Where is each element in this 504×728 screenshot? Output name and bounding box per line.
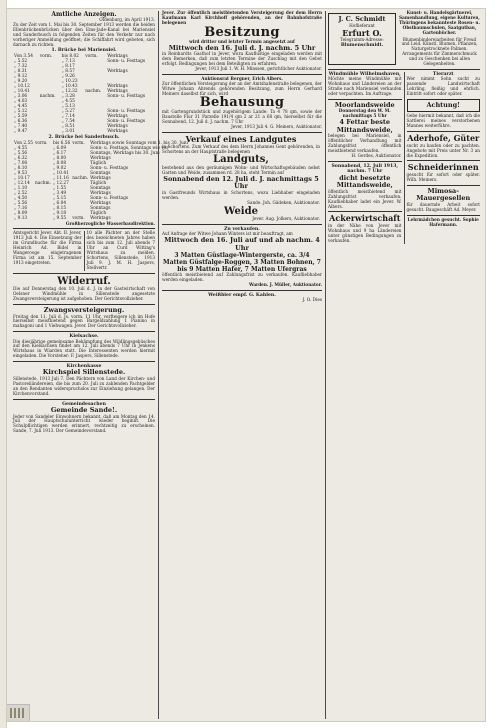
timetable-cell: Werktags (107, 84, 128, 90)
timetable-cell: „ 9.53 (14, 171, 28, 177)
timetable-cell: Von 2.55 (14, 140, 33, 146)
timetable-cell: „ 6.04 (52, 201, 67, 207)
timetable-cell: „ 8.00 (52, 155, 67, 161)
zwang-text: Freitag den 11. Juli d. Js. vorm. 11 Uhr, verfteigere ich im Hofe hierselbst meistbietend gegen Bargeldzahlung 1 Pianino in mahagoni und 1 Viehwagen. Jever. Der Gerichtsvollzieher. (13, 313, 155, 329)
timetable-cell: „ 9.18 (52, 211, 67, 217)
timetable-cell: Werktags (90, 155, 111, 161)
tiere-text: Wer nimmt Sohn sucht zu passende Landwirtschaft Lehrling, fleißig und ehrlich. Eintritt sofort oder später. (406, 76, 480, 96)
acker-text: in der Nähe von Jever mit Wohnhaus und 9 ha Ländereien unter günstigen Bedingungen zu verkaufen. (328, 222, 402, 243)
timetable-cell: „ 4.55 (61, 99, 75, 105)
tiere-heading: Tierarzt (432, 71, 454, 77)
kirche-head: Kirchenkasse (66, 364, 102, 370)
notice-court: Amtsgericht Jever. Abt. II. Jever, 1913 Juli 4. Die Einsetzung der im Grundbuche für die Firma Heinrich Ad. Bidel in Wangerooge eingetragenen Firma ist am 15. September 1913 eingetreten. (13, 231, 85, 270)
timetable-cell: „ 7.16 (14, 206, 28, 212)
timetable-cell: nachm. (72, 176, 89, 182)
timetable-cell: „ 9.26 (61, 73, 75, 79)
achtung-text: Gebe hiermit bekannt, daß ich die Sattlerei meines verstorbenen Mannes weiterführe. (406, 113, 480, 129)
timetable-cell: „ 6.09 (52, 145, 67, 151)
timetable-cell: Werktags (90, 201, 111, 207)
timetable-2-title: 2. Brücke bei Sanderbusch. (48, 135, 120, 141)
timetable-cell: „ 4.50 (14, 196, 28, 202)
kiel-heading: Kielsachse. (69, 334, 99, 340)
ad3-body: öffentlich meistbietend auf Zahlungsfrist zu verkaufen. Kaufliebhaber werden eingeladen. (162, 272, 322, 283)
ad2-headline: Behausung (199, 95, 285, 111)
timetable-cell: nachm. (39, 94, 56, 100)
column-1 (13, 11, 188, 434)
timetable-cell: „ 8.17 (61, 63, 75, 69)
timetable-cell: „ 8.57 (61, 68, 75, 74)
mimosa-text: für dauernde Arbeit sofort gesucht. Baugeschäft Ad. Meyer. (406, 201, 480, 212)
timetable-cell: „ 9.13 (14, 216, 28, 222)
timetable-cell: „ 10.41 (52, 171, 69, 177)
timetable-cell: „ 9.20 (14, 78, 28, 84)
timetable-cell: bis 6.56 (52, 140, 71, 146)
timetable-cell: „ 5.52 (14, 58, 28, 64)
timetable-cell: „ 12.27 (52, 181, 69, 187)
matt-text: belegen bei Mariensiel, in öffentlicher Verhandlung mit Zahlungsfrist öffentlich meistbietend verkaufen. (328, 133, 402, 154)
kirche-title: Kirchspiel Sillenstede. (42, 368, 126, 377)
verkauf-title: Verkauf eines Landgutes (185, 134, 297, 145)
kirche-text: Sillenstede, 1913 Juli 7. Den Pächtern von Land der Kirchen- und Pastoreiländereien, die bis zum 20. Juli zu zahlenden Pachtgelder an den Rendanten widerspruchslos zur Einziehung gelangen. Der Kirchenvorstand. (13, 376, 155, 396)
timetable-cell: „ 8.09 (14, 211, 28, 217)
wind-text: Möchte meine Windmühle mit Wohnhaus und Ländereien an der Straße nach Mariensiel verkaufen oder verpachten. Im Auftrage. (328, 76, 402, 96)
timetable-cell: vorm. (72, 140, 85, 146)
schmidt-box (328, 13, 396, 65)
notice-pachter: 10 alle Pächter an der Stelle des bezeichneten Jahres haben sich bis zum 12. Juli abends 7 Uhr an Curd Witting's Wirtshaus zu melden. Schortens, Sillenstede, 1913 Juli 9. J. M. H. Jaspers, Stellvertr. (86, 230, 155, 270)
timetable-cell: Sonn- u. Festtags (107, 94, 146, 100)
timetable-cell: Werktags (107, 68, 128, 74)
timetable-cell: Werktags sowie Sonntags vom 1. bis 30. Juni (90, 140, 188, 146)
timetable-cell: „ 9.47 (14, 129, 28, 135)
timetable-cell: Werktags (90, 216, 111, 222)
timetable-cell: „ 5.56 (14, 150, 28, 156)
ad2-head: Auktionsrat Bergner, Erich Albers. (201, 75, 283, 81)
timetable-cell: „ 5.56 (14, 201, 28, 207)
timetable-cell: „ 12.14 (14, 181, 30, 187)
dateline: Oldenburg, im April 1913. (99, 17, 155, 22)
verkauf-end: in Gastfreunds Wirtshaus in Schortens, wozu Liebhaber eingeladen werden. (162, 189, 320, 200)
zwang-heading: Zwangsversteigerung. (43, 305, 125, 314)
timetable-cell: Sonntags (90, 206, 111, 212)
mimosa-heading: Mimosa-Mauergesellen (416, 186, 471, 203)
column-2 (162, 11, 322, 303)
timetable-cell: „ 8.51 (61, 124, 75, 130)
timetable-cell: „ 8.15 (52, 206, 67, 212)
timetable-cell: „ 4.03 (14, 99, 28, 105)
ad2-intro: Zur öffentlichen Versteigerung der an der Amtshafenstraße belegenen, der Witwe Johann Ahrends gehörenden Besitzung, zum Herrn Gerhard Meiners daselbst für sich, wird (162, 80, 322, 96)
ad1-signature: Jever, 1913 Juli 1. W. H. Minssen, gerichtlicher Auktionator. (195, 65, 322, 71)
timetable-cell: „ 1.10 (14, 186, 28, 192)
timetable-cell: nachm. (35, 181, 51, 187)
ackerbox-heading: Aderhofe, Güter (407, 133, 480, 144)
timetable-cell: Werktags (107, 129, 128, 135)
timetable-cell: „ 1.55 (52, 186, 67, 192)
lehr-text: Lehrmädchen gesucht. Sophie Hafermann. (407, 216, 479, 227)
timetable-cell: „ 10.41 (14, 89, 30, 95)
library-stamp (7, 704, 30, 721)
dicht-heading: dicht besetzte Mittandsweide, (336, 173, 393, 190)
timetable-cell: „ 9.12 (14, 73, 28, 79)
timetable-cell: Werktags (90, 176, 111, 182)
brand-sub: Hoflieferant (349, 22, 375, 28)
brand-tel2: Blumenschmidt. (340, 42, 384, 48)
timetable-cell: Sonn- u. Festtags (90, 166, 129, 172)
timetable-cell: „ 3.01 (61, 129, 75, 135)
timetable-row (13, 129, 155, 134)
matt-heading: 4 Fettar beste Mittandsweide, (336, 118, 393, 134)
timetable-cell: „ 7.08 (14, 160, 28, 166)
timetable-cell: „ 8.10 (14, 166, 28, 172)
timetable-1 (13, 54, 155, 135)
ad1-sub: wird dritter und letzter Termin angesetzt auf (189, 38, 295, 44)
timetable-cell: Von 3.54 (14, 53, 33, 59)
timetable-cell: Werktags (107, 89, 128, 95)
timetable-cell: „ 5.27 (61, 109, 75, 115)
section-heading: Amtliche Anzeigen. (51, 11, 117, 18)
timetable-cell: Täglich (90, 160, 107, 166)
weide-signature: Jever. Aug. Jolkers, Auktionator. (252, 216, 320, 222)
ad3-intro: Auf Anfrage der Witwe Johann Winters ist mir beauftragt, am (162, 231, 293, 237)
ad2-body: mit Gartengrundstück und zugehörigem Lande: Ta 4 78 qm, sowie der Baustelle Flur 31 Parzelle 191/4 qm 2 ar 21 a 68 qm, hierselbst für die Sonnabend, 12. Juli d. J. nachm. 7 Uhr (162, 109, 322, 125)
timetable-cell: „ 7.32 (14, 63, 28, 69)
timetable-cell: „ 5.12 (14, 109, 28, 115)
ad3-items: 3 Matten Güstlage-Wintergerste, ca. 3/4 Matten Güstfalge-Roggen, 3 Matten Bohnen, 7 bis 9 Matten Hafer, 7 Matten Ufergras (163, 252, 321, 274)
timetable-cell: Täglich (90, 181, 107, 187)
timetable-cell: „ 9.55 (52, 216, 67, 222)
timetable-cell: „ 8.31 (14, 68, 28, 74)
timetable-cell: „ 6.36 (14, 119, 28, 125)
timetable-cell: „ 3.28 (61, 94, 75, 100)
newspaper-page (6, 8, 486, 722)
column-3 (328, 11, 480, 244)
timetable-cell: vorm. (39, 53, 53, 59)
ad1-date: Mittwoch den 16. Juli d. J. nachm. 5 Uhr (168, 43, 316, 52)
timetable-cell: nachm. (85, 89, 102, 95)
gemeinde-text: Jeder von Sandeler Einwohnern bekannt, daß am Montag den 14. Juli der Hauptschulunterricht wieder beginnt. Die Schulpflichtigen werden erinnert, rechtzeitig zu erscheinen. Sande, 7. Juli 1913. Der Gemeindevorstand. (13, 413, 155, 434)
timetable-cell: Täglich (90, 211, 107, 217)
notice-pair (13, 231, 155, 270)
ad3-date: Mittwoch den 16. Juli auf und ab nachm. 4 Uhr (164, 236, 320, 252)
timetable-cell: „ 10.12 (14, 84, 30, 90)
timetable-cell: Sonn- u. Festtags (107, 58, 146, 64)
timetable-footer: Großherzogliche Wasserbaudirektion. (65, 220, 155, 226)
timetable-cell: „ 5.15 (52, 196, 67, 202)
timetable-cell: „ 7.13 (61, 58, 75, 64)
ad3-signature: Warden. J. Müller, Auktionator. (248, 282, 322, 288)
achtung-heading: Achtung! (407, 99, 481, 113)
acker-heading: Ackerwirtschaft (329, 213, 401, 224)
bottom-ad: Weißbier empf. G. Kahlen. (208, 293, 276, 299)
timetable-cell: „ 2.52 (14, 191, 28, 197)
timetable-cell: Sonn- u. Festtags (90, 196, 129, 202)
schneid-heading: Schneiderinnen (407, 162, 479, 173)
timetable-cell: „ 4.55 (14, 145, 28, 151)
sonn-date: Sonnabend, 12. Juli 1913, nachm. 7 Uhr (331, 164, 398, 175)
ackerbox-text: sucht zu kaufen oder zu pachten. Angebote mit Preis unter Nr. 3 an die Expedition. (406, 142, 480, 158)
brand-tel: Telegramm-Adresse: (340, 37, 384, 42)
timetable-cell: Werktags (90, 191, 111, 197)
schmidt-ad (328, 11, 480, 67)
timetable-cell: „ 5.13 (61, 104, 75, 110)
ad2-signature: Jever, 1913 Juli 4. G. Meiners, Auktionator. (231, 124, 322, 130)
bottom-sig: J. O. Dies (302, 297, 322, 303)
brand-name: J. C. Schmidt (338, 15, 386, 23)
verkauf-signature: Sande. Joh. Gädeken, Auktionator. (247, 199, 320, 205)
timetable-cell: Sonntags, Werktags bis 30. Juni (90, 150, 160, 156)
brand-right: Kunst- u. Handelsgärtnerei, Samenhandlung, eigene Kulturen, Thüringens bekannteste Rosen- u. Obstbaumschulen, Saatgutbau, Gartenbücher. (399, 10, 480, 35)
ad1-body: in Reinhardts Gasthof in Jever, wozu Kauflustige eingeladen werden mit dem Bemerken, daß zum letzten Termine der Zuschlag mit den Gebot erfolgt. Bedingungen bei dem Beteiligten zu erfahren. (162, 51, 322, 67)
timetable-cell: „ 12.32 (61, 89, 78, 95)
timetable-cell: Sonn- u. Festtags, Sonntags wie vor (90, 145, 169, 151)
timetable-cell (39, 129, 61, 134)
timetable-cell: „ 6.17 (52, 150, 67, 156)
timetable-cell: „ 10.23 (61, 78, 78, 84)
timetable-cell: Werktags (107, 124, 128, 130)
gemeinde-head: Gemeindesachen (62, 401, 106, 407)
timetable-cell: Sonn- u. Festtags (107, 109, 146, 115)
stamp-icon (10, 708, 26, 718)
ad3-head: Zu verkaufen. (224, 227, 260, 233)
gemeinde-title: Gemeinde Sande!. (50, 405, 118, 414)
timetable-cell: bis 8.02 (61, 53, 79, 59)
brand-city: Erfurt O. (342, 27, 382, 38)
widerruf-heading: Widerruf. (57, 275, 111, 287)
schneid-text: gesucht für sofort oder später. Wilh. Meiners. (406, 171, 480, 182)
timetable-1-title: 1. Brücke bei Mariensiel. (51, 48, 117, 54)
brand-right2: Blumenbindereiarbeiten für Freud und Leid. Künstl. Blumen, Pflanzen, Naturgetrocknete Palmen. Arrangements für Zimmerschmuck und zu Geschenken bei allen Gelegenheiten. (401, 36, 478, 67)
timetable-cell: „ 10.43 (61, 84, 78, 90)
timetable-cell: „ 5.59 (14, 114, 28, 120)
timetable-cell: „ 6.32 (14, 155, 28, 161)
notice-intro: Zu der Zeit vom 1. Mai bis 30. September 1913 werden die beiden Ellenbrückenbrücken über den Ems-Jade-Kanal bei Mariensiel und Sanderbusch in folgenden Zeiten für den Verkehr nur nach vorheriger Anmeldung geöffnet; die Schiffahrt wird gebeten, sich darnach zu richten. (13, 21, 155, 47)
timetable-cell: „ 4.45 (14, 104, 28, 110)
timetable-cell: „ 3.49 (52, 191, 67, 197)
timetable-cell: Werktags (107, 53, 128, 59)
timetable-cell: „ 3.06 (14, 94, 28, 100)
timetable-cell: „ 9.02 (52, 166, 67, 172)
timetable-cell: Sonntags (90, 186, 111, 192)
ad1-headline: Besitzung (204, 24, 280, 40)
verkauf-body: bestehend aus den geräumigen Wohn- und Wirtschaftsgebäuden nebst Garten und Weide, zusammen rd. 28 ha, steht Termin auf (162, 164, 320, 175)
timetable-cell: „ 7.54 (61, 119, 75, 125)
wind-heading: Windmühle Wilhelmshaven, (328, 71, 401, 77)
timetable-cell: vorm. (35, 140, 48, 146)
ad1-intro: Jever. Zur öffentlich meistbietenden Versteigerung der dem Herrn Kaufmann Karl Kirchhoff gehörenden, an der Bahnhofstraße belegenen (162, 10, 322, 25)
timetable-cell: vorm. (72, 216, 85, 222)
kiel-text: Die diesjährige gemeinsame Bekämpfung des Wildlingsgebüsches auf den Kielsachsen findet am 12. Juli abends 7 Uhr in Jenkens Wirtshaus in Wiarden statt. Die Interessenten werden hiermit eingeladen. Die Vorsteher: F. Jaspers, Sillenstede. (13, 338, 155, 359)
timetable-cell: „ 8.08 (52, 160, 67, 166)
column-rule (325, 11, 326, 719)
timetable-cell: Sonntags (90, 171, 111, 177)
timetable-cell: „ 7.14 (61, 114, 75, 120)
timetable-cell: „ 10.17 (14, 176, 30, 182)
moor-text: Donnerstag den W. M. nachmittags 5 Uhr (338, 108, 391, 119)
timetable-cell: Sonn- u. Festtags (107, 119, 146, 125)
timetable-cell: vorm. (85, 53, 98, 59)
column-rule (158, 11, 159, 719)
timetable-cell: Werktags (107, 114, 128, 120)
dicht-text: öffentlich meistbietend mit Zahlungsfrist verkaufen. Kaufliebhaber ladet ein Jever. W. Albers. (328, 188, 402, 209)
verkauf-headline: Landguts, (213, 154, 269, 166)
timetable-cell: „ 7.40 (14, 124, 28, 130)
gerdes-sig: H. Gerdes, Auktionator. (351, 153, 402, 159)
widerruf-text: Die auf Donnerstag den 10. Juli d. J. in der Gastwirtschaft von Oelsner Windmühle in Sillenstede angesetzte Zwangsversteigerung ist aufgehoben. Der Gerichtsvollzieher. (13, 286, 155, 301)
timetable-cell (84, 129, 106, 134)
timetable-cell: „ 11.16 (52, 176, 69, 182)
weide-title: Weide (224, 205, 258, 217)
verkauf-intro: in Schortens. Zum Verkauf des dem Herrn Johannes Gent gehörenden, in Schortens an der Hauptstraße belegenen (162, 143, 320, 154)
moor-heading: Moorlandsweide (334, 100, 395, 109)
verkauf-date: Sonnabend den 12. Juli d. J. nachmittags 5 Uhr (163, 174, 319, 191)
